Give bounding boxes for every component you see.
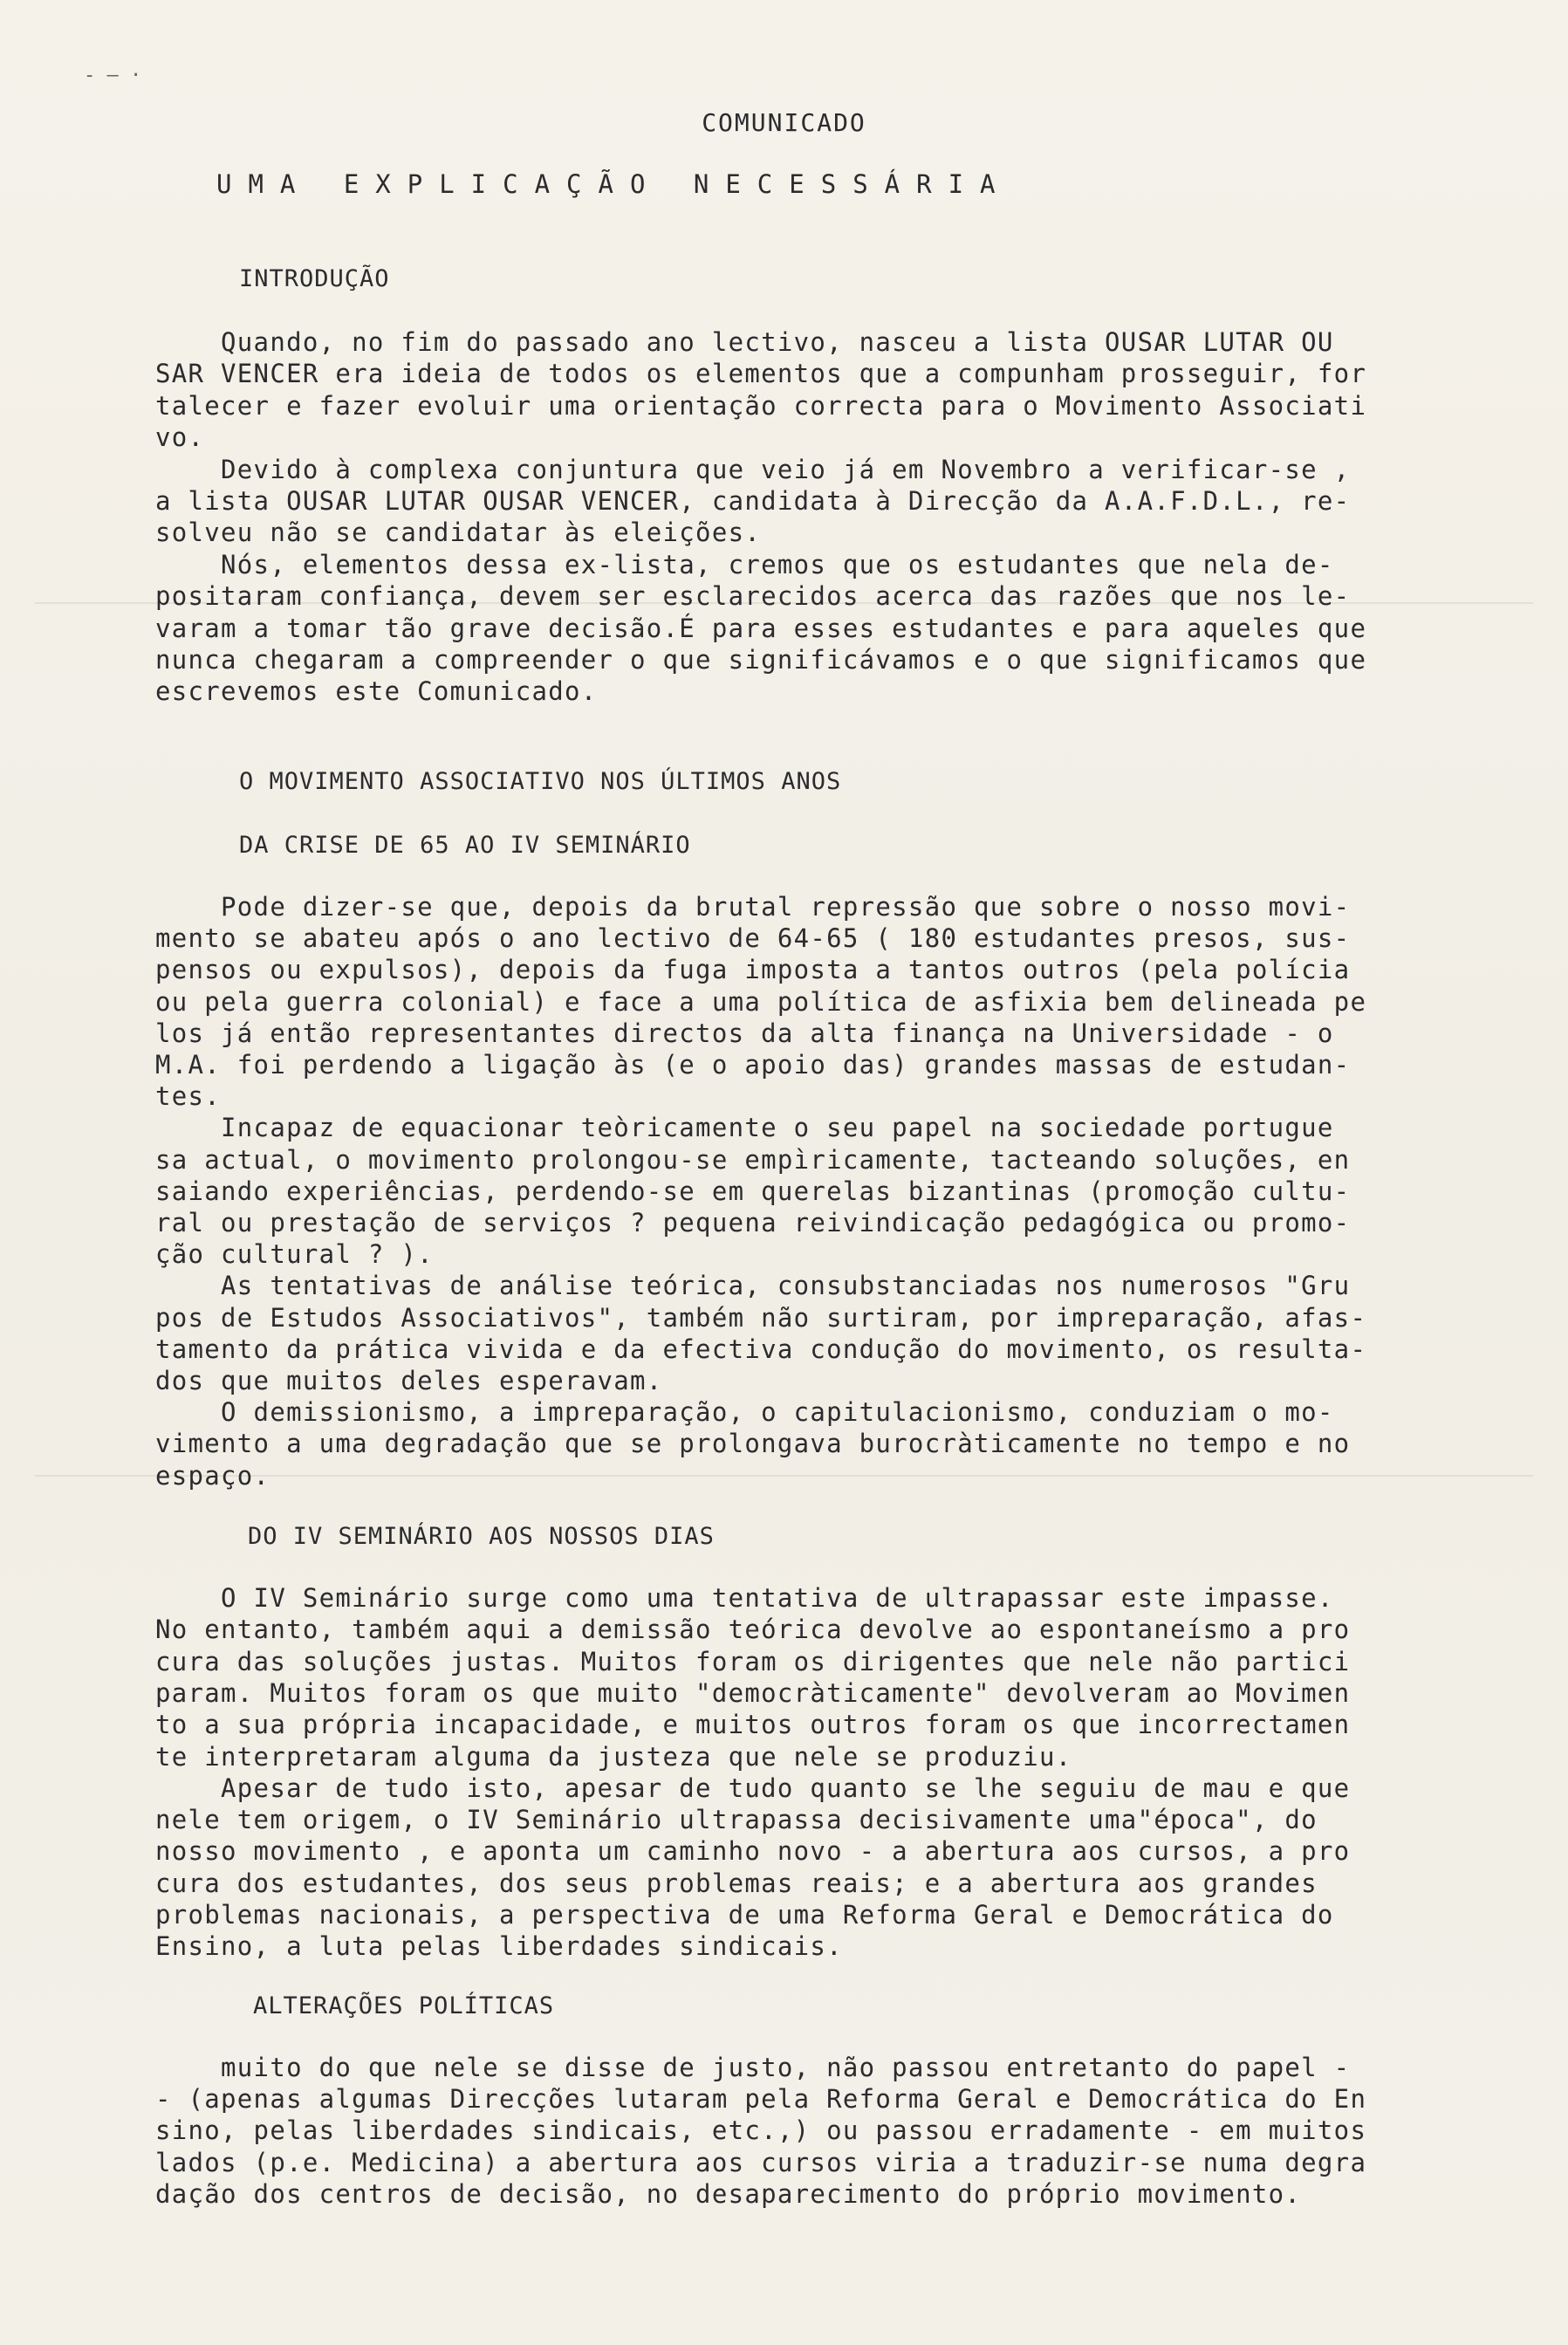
text-line: tes. bbox=[155, 1081, 222, 1112]
text-line: espaço. bbox=[155, 1460, 270, 1491]
document-subtitle: UMA EXPLICAÇÃO NECESSÁRIA bbox=[216, 169, 1012, 199]
text-line: solveu não se candidatar às eleições. bbox=[155, 518, 762, 548]
section-heading-seminar: DO IV SEMINÁRIO AOS NOSSOS DIAS bbox=[248, 1523, 715, 1550]
text-line: Ensino, a luta pelas liberdades sindicais. bbox=[155, 1931, 843, 1962]
section-heading-introduction: INTRODUÇÃO bbox=[239, 265, 390, 292]
text-line: Devido à complexa conjuntura que veio já em Novembro a verificar-se , bbox=[155, 454, 1351, 484]
text-line: tamento da prática vivida e da efectiva condução do movimento, os resulta- bbox=[155, 1334, 1367, 1364]
section-heading-political-changes: ALTERAÇÕES POLÍTICAS bbox=[253, 1992, 555, 2019]
text-line: param. Muitos foram os que muito "democràticamente" devolveram ao Movimen bbox=[155, 1677, 1351, 1708]
text-line: cura dos estudantes, dos seus problemas reais; e a abertura aos grandes bbox=[155, 1868, 1318, 1898]
text-line: mento se abateu após o ano lectivo de 64-65 ( 180 estudantes presos, sus- bbox=[155, 923, 1351, 954]
text-line: ção cultural ? ). bbox=[155, 1239, 434, 1270]
text-line: Pode dizer-se que, depois da brutal repressão que sobre o nosso movi- bbox=[155, 892, 1351, 922]
text-line: Apesar de tudo isto, apesar de tudo quanto se lhe seguiu de mau e que bbox=[155, 1772, 1351, 1803]
text-line: Quando, no fim do passado ano lectivo, nasceu a lista OUSAR LUTAR OU bbox=[155, 327, 1334, 357]
text-line: O IV Seminário surge como uma tentativa de ultrapassar este impasse. bbox=[155, 1583, 1334, 1613]
text-line: No entanto, também aqui a demissão teórica devolve ao espontaneísmo a pro bbox=[155, 1615, 1351, 1645]
margin-mark: - — · bbox=[84, 65, 142, 86]
text-line: los já então representantes directos da alta finança na Universidade - o bbox=[155, 1018, 1334, 1048]
text-line: dos que muitos deles esperavam. bbox=[155, 1366, 663, 1395]
text-line: a lista OUSAR LUTAR OUSAR VENCER, candidata à Direcção da A.A.F.D.L., re- bbox=[155, 486, 1351, 516]
text-line: problemas nacionais, a perspectiva de uma Reforma Geral e Democrática do bbox=[155, 1900, 1334, 1930]
text-line: nunca chegaram a compreender o que significávamos e o que significamos que bbox=[155, 645, 1367, 675]
text-line: positaram confiança, devem ser esclarecidos acerca das razões que nos le- bbox=[155, 581, 1351, 612]
text-line: O demissionismo, a impreparação, o capitulacionismo, conduziam o mo- bbox=[155, 1397, 1334, 1428]
text-line: pensos ou expulsos), depois da fuga imposta a tantos outros (pela polícia bbox=[155, 955, 1351, 985]
text-line: pos de Estudos Associativos", também não surtiram, por impreparação, afas- bbox=[155, 1302, 1367, 1333]
text-line: varam a tomar tão grave decisão.É para esses estudantes e para aqueles que bbox=[155, 613, 1367, 643]
text-line: saiando experiências, perdendo-se em querelas bizantinas (promoção cultu- bbox=[155, 1176, 1351, 1206]
text-line: ou pela guerra colonial) e face a uma política de asfixia bem delineada pe bbox=[155, 986, 1367, 1017]
text-line: nosso movimento , e aponta um caminho novo - a abertura aos cursos, a pro bbox=[155, 1836, 1351, 1867]
text-line: Nós, elementos dessa ex-lista, cremos que os estudantes que nela de- bbox=[155, 549, 1334, 579]
document-title: COMUNICADO bbox=[702, 108, 866, 137]
text-line: vimento a uma degradação que se prolongava burocràticamente no tempo e no bbox=[155, 1429, 1351, 1459]
text-line: ral ou prestação de serviços ? pequena reivindicação pedagógica ou promo- bbox=[155, 1208, 1351, 1238]
text-line: vo. bbox=[155, 422, 205, 453]
text-line: Incapaz de equacionar teòricamente o seu papel na sociedade portugue bbox=[155, 1113, 1334, 1143]
text-line: SAR VENCER era ideia de todos os elementos que a compunham prosseguir, for bbox=[155, 359, 1367, 389]
text-line: As tentativas de análise teórica, consubstanciadas nos numerosos "Gru bbox=[155, 1271, 1351, 1301]
text-line: sa actual, o movimento prolongou-se empìricamente, tacteando soluções, en bbox=[155, 1144, 1351, 1175]
text-line: to a sua própria incapacidade, e muitos outros foram os que incorrectamen bbox=[155, 1710, 1351, 1740]
text-line: muito do que nele se disse de justo, não passou entretanto do papel - bbox=[155, 2053, 1351, 2082]
text-line: M.A. foi perdendo a ligação às (e o apoio das) grandes massas de estudan- bbox=[155, 1050, 1351, 1080]
text-line: dação dos centros de decisão, no desaparecimento do próprio movimento. bbox=[155, 2178, 1302, 2209]
section-heading-crisis: DA CRISE DE 65 AO IV SEMINÁRIO bbox=[239, 832, 691, 859]
text-line: nele tem origem, o IV Seminário ultrapassa decisivamente uma"época", do bbox=[155, 1805, 1318, 1835]
text-line: sino, pelas liberdades sindicais, etc.,) ou passou erradamente - em muitos bbox=[155, 2115, 1367, 2146]
text-line: lados (p.e. Medicina) a abertura aos cursos viria a traduzir-se numa degra bbox=[155, 2147, 1367, 2177]
text-line: - (apenas algumas Direcções lutaram pela Reforma Geral e Democrática do En bbox=[155, 2084, 1367, 2115]
text-line: escrevemos este Comunicado. bbox=[155, 676, 598, 707]
text-line: te interpretaram alguma da justeza que nele se produziu. bbox=[155, 1741, 1072, 1772]
section-heading-movement: O MOVIMENTO ASSOCIATIVO NOS ÚLTIMOS ANOS bbox=[239, 768, 842, 795]
text-line: cura das soluções justas. Muitos foram os dirigentes que nele não partici bbox=[155, 1646, 1351, 1676]
text-line: talecer e fazer evoluir uma orientação correcta para o Movimento Associati bbox=[155, 390, 1367, 421]
